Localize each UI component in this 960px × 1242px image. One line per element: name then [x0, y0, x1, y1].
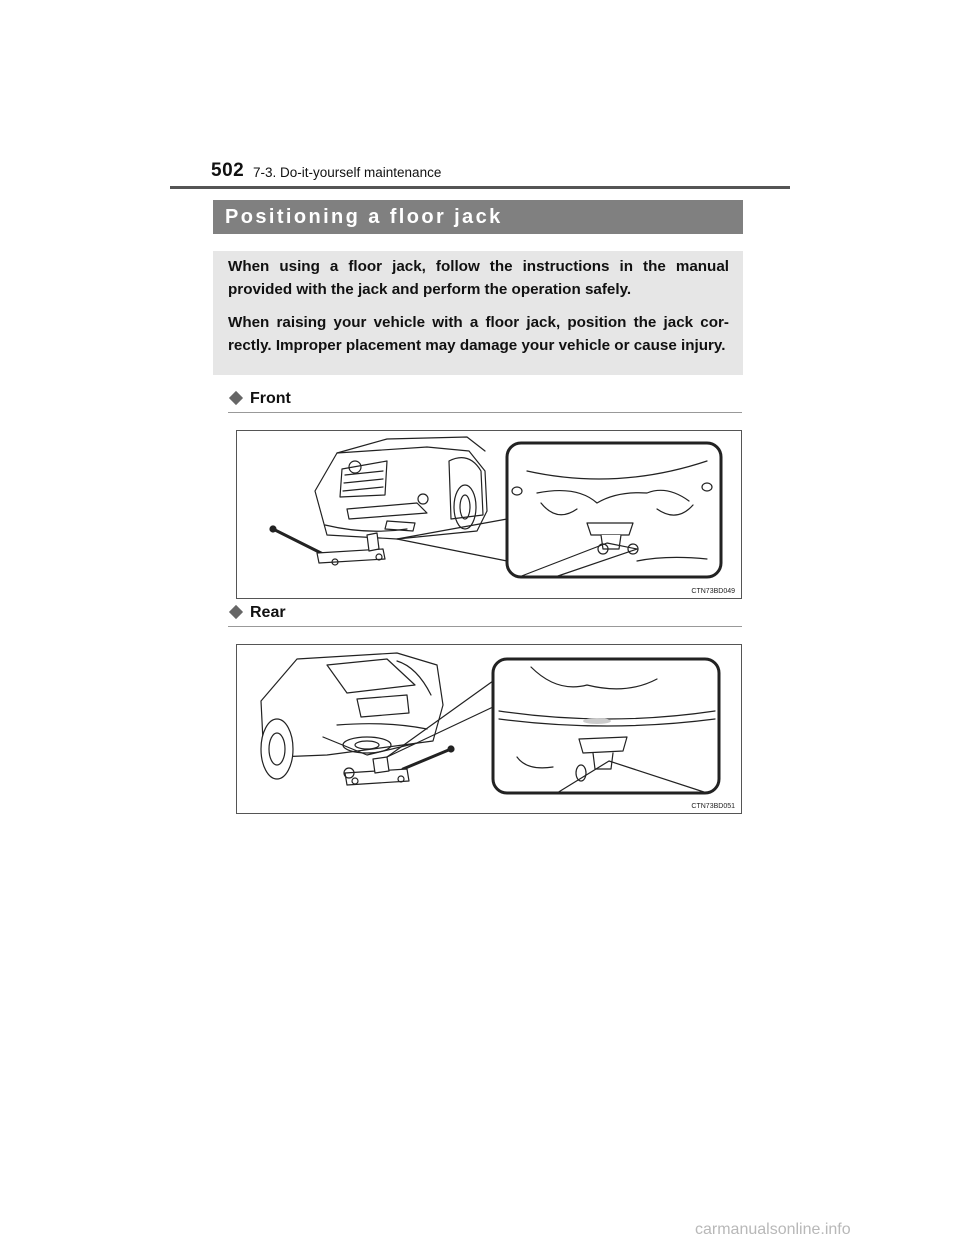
page-number: 502 — [211, 160, 245, 181]
front-jack-illustration — [237, 431, 741, 598]
subheading-front — [228, 388, 742, 413]
diamond-icon — [229, 391, 243, 405]
subheading-rear — [228, 602, 742, 627]
intro-paragraph: When raising your vehicle with a floor jack, position the jack cor-rectly. Improper placement may damage your vehicle or cause injury. — [228, 314, 729, 354]
watermark: carmanualsonline.info — [695, 1221, 851, 1238]
figure-code: CTN73BD051 — [691, 803, 735, 810]
intro-paragraph: When using a floor jack, follow the instructions in the manual provided with the jack and perform the operation safely. — [228, 258, 729, 298]
diamond-icon — [229, 605, 243, 619]
rear-jack-illustration — [237, 645, 741, 813]
header-rule — [170, 186, 790, 189]
front-jack-figure — [236, 430, 742, 599]
intro-box — [213, 251, 743, 375]
subheading-label: Rear — [250, 604, 286, 621]
page-title: Positioning a floor jack — [213, 200, 743, 234]
subheading-label: Front — [250, 390, 291, 407]
figure-code: CTN73BD049 — [691, 588, 735, 595]
rear-jack-figure — [236, 644, 742, 814]
section-title: 7-3. Do-it-yourself maintenance — [253, 165, 442, 180]
